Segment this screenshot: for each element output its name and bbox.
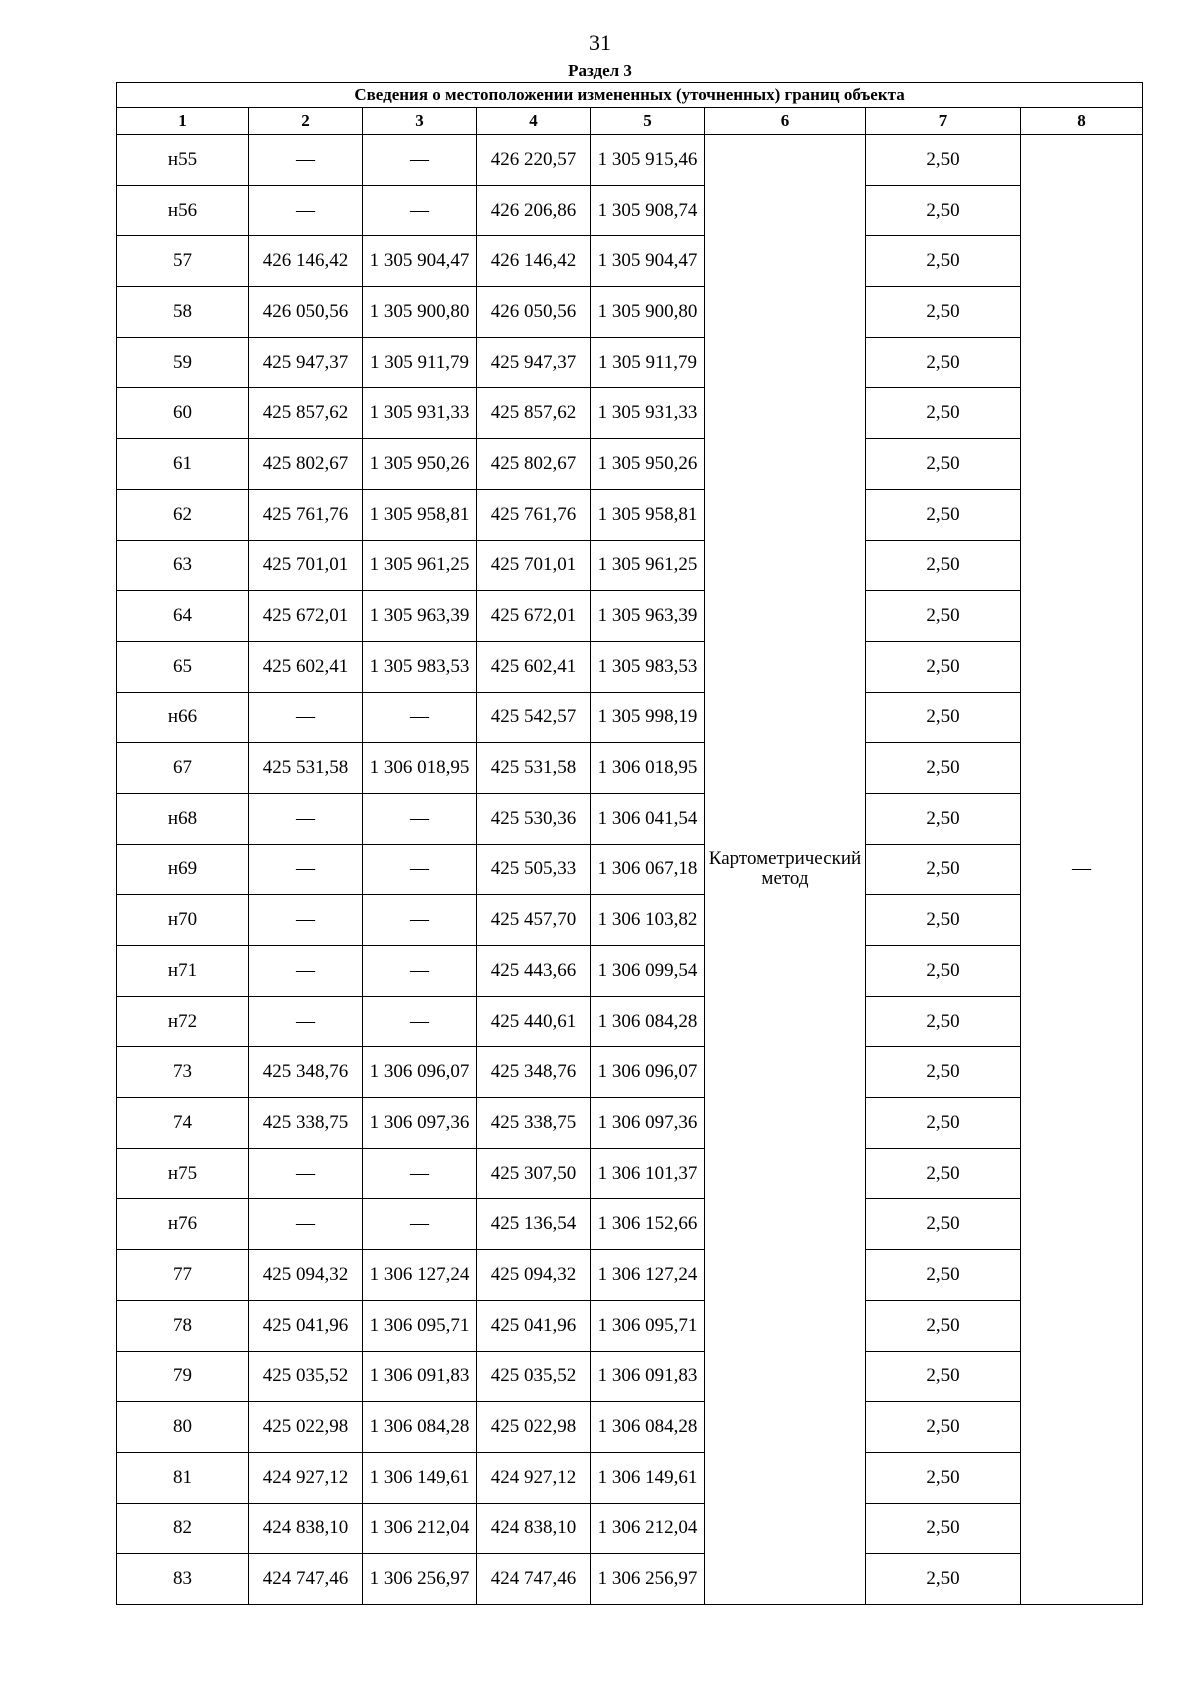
accuracy-cell: 2,50 [866,996,1021,1047]
old-y-cell: — [363,1199,477,1250]
point-number-cell: 74 [117,1098,249,1149]
column-header: 3 [363,108,477,135]
new-x-cell: 425 672,01 [477,591,591,642]
table-row [117,1199,1143,1250]
point-number-cell: н70 [117,895,249,946]
new-x-cell: 425 761,76 [477,489,591,540]
new-x-cell: 426 146,42 [477,236,591,287]
new-y-cell: 1 306 149,61 [591,1452,705,1503]
accuracy-cell: 2,50 [866,743,1021,794]
old-x-cell: 425 761,76 [249,489,363,540]
point-number-cell: 81 [117,1452,249,1503]
new-x-cell: 424 747,46 [477,1554,591,1605]
new-y-cell: 1 306 099,54 [591,946,705,997]
table-row [117,1452,1143,1503]
old-x-cell: — [249,135,363,186]
accuracy-cell: 2,50 [866,1351,1021,1402]
new-x-cell: 425 505,33 [477,844,591,895]
accuracy-cell: 2,50 [866,641,1021,692]
table-caption: Сведения о местоположении измененных (уточненных) границ объекта [117,83,1143,108]
old-y-cell: 1 306 095,71 [363,1300,477,1351]
new-y-cell: 1 306 084,28 [591,996,705,1047]
accuracy-cell: 2,50 [866,844,1021,895]
table-row [117,591,1143,642]
old-x-cell: — [249,1148,363,1199]
old-x-cell: — [249,185,363,236]
new-x-cell: 426 206,86 [477,185,591,236]
table-row [117,337,1143,388]
new-y-cell: 1 305 904,47 [591,236,705,287]
table-row [117,692,1143,743]
table-row [117,844,1143,895]
old-y-cell: 1 306 256,97 [363,1554,477,1605]
accuracy-cell: 2,50 [866,1047,1021,1098]
old-x-cell: — [249,895,363,946]
table-row [117,540,1143,591]
old-x-cell: 426 050,56 [249,287,363,338]
old-x-cell: — [249,844,363,895]
table-row [117,1047,1143,1098]
old-x-cell: 425 035,52 [249,1351,363,1402]
new-x-cell: 424 838,10 [477,1503,591,1554]
table-row [117,1300,1143,1351]
old-y-cell: — [363,946,477,997]
old-x-cell: — [249,692,363,743]
old-y-cell: — [363,135,477,186]
new-y-cell: 1 306 103,82 [591,895,705,946]
table-row [117,185,1143,236]
new-x-cell: 424 927,12 [477,1452,591,1503]
table-row [117,1503,1143,1554]
new-x-cell: 425 440,61 [477,996,591,1047]
new-x-cell: 425 022,98 [477,1402,591,1453]
table-row [117,895,1143,946]
new-y-cell: 1 306 097,36 [591,1098,705,1149]
new-y-cell: 1 305 963,39 [591,591,705,642]
table-row [117,1351,1143,1402]
table-row [117,743,1143,794]
old-x-cell: — [249,1199,363,1250]
old-y-cell: 1 306 097,36 [363,1098,477,1149]
column-header: 4 [477,108,591,135]
new-x-cell: 425 094,32 [477,1250,591,1301]
new-x-cell: 425 457,70 [477,895,591,946]
accuracy-cell: 2,50 [866,1554,1021,1605]
point-number-cell: 82 [117,1503,249,1554]
old-x-cell: — [249,793,363,844]
accuracy-cell: 2,50 [866,895,1021,946]
old-y-cell: — [363,185,477,236]
old-y-cell: — [363,895,477,946]
old-x-cell: 425 672,01 [249,591,363,642]
old-y-cell: 1 305 911,79 [363,337,477,388]
old-y-cell: 1 305 983,53 [363,641,477,692]
point-number-cell: 67 [117,743,249,794]
accuracy-cell: 2,50 [866,1199,1021,1250]
point-number-cell: н75 [117,1148,249,1199]
accuracy-cell: 2,50 [866,1402,1021,1453]
table-row [117,388,1143,439]
new-y-cell: 1 305 900,80 [591,287,705,338]
old-x-cell: 424 838,10 [249,1503,363,1554]
accuracy-cell: 2,50 [866,1250,1021,1301]
old-y-cell: — [363,692,477,743]
new-x-cell: 425 307,50 [477,1148,591,1199]
old-y-cell: 1 305 904,47 [363,236,477,287]
accuracy-cell: 2,50 [866,1148,1021,1199]
table-row [117,996,1143,1047]
point-number-cell: 63 [117,540,249,591]
accuracy-cell: 2,50 [866,1300,1021,1351]
point-number-cell: 57 [117,236,249,287]
old-x-cell: 425 857,62 [249,388,363,439]
point-number-cell: 62 [117,489,249,540]
point-number-cell: 65 [117,641,249,692]
new-x-cell: 425 602,41 [477,641,591,692]
new-y-cell: 1 306 095,71 [591,1300,705,1351]
new-x-cell: 425 348,76 [477,1047,591,1098]
new-x-cell: 425 542,57 [477,692,591,743]
table-row [117,641,1143,692]
new-x-cell: 426 220,57 [477,135,591,186]
old-x-cell: 425 701,01 [249,540,363,591]
old-y-cell: 1 305 931,33 [363,388,477,439]
point-number-cell: 61 [117,439,249,490]
accuracy-cell: 2,50 [866,439,1021,490]
new-y-cell: 1 305 915,46 [591,135,705,186]
column-header: 8 [1021,108,1143,135]
old-x-cell: 425 802,67 [249,439,363,490]
page-number: 31 [589,30,611,55]
new-y-cell: 1 305 998,19 [591,692,705,743]
point-number-cell: н68 [117,793,249,844]
old-x-cell: — [249,946,363,997]
table-row [117,236,1143,287]
table-row [117,1148,1143,1199]
table-row [117,1554,1143,1605]
old-y-cell: 1 306 096,07 [363,1047,477,1098]
accuracy-cell: 2,50 [866,591,1021,642]
old-x-cell: 425 041,96 [249,1300,363,1351]
accuracy-cell: 2,50 [866,1452,1021,1503]
new-x-cell: 425 857,62 [477,388,591,439]
accuracy-cell: 2,50 [866,793,1021,844]
new-x-cell: 426 050,56 [477,287,591,338]
column-header: 6 [705,108,866,135]
point-number-cell: н76 [117,1199,249,1250]
new-y-cell: 1 306 018,95 [591,743,705,794]
old-y-cell: 1 306 084,28 [363,1402,477,1453]
table-header-row [117,108,1143,135]
column-header: 1 [117,108,249,135]
new-y-cell: 1 306 084,28 [591,1402,705,1453]
table-row [117,489,1143,540]
old-x-cell: 425 947,37 [249,337,363,388]
column8-cell: — [1021,135,1143,1605]
accuracy-cell: 2,50 [866,1503,1021,1554]
accuracy-cell: 2,50 [866,135,1021,186]
new-y-cell: 1 306 152,66 [591,1199,705,1250]
accuracy-cell: 2,50 [866,185,1021,236]
table-row [117,1098,1143,1149]
accuracy-cell: 2,50 [866,236,1021,287]
accuracy-cell: 2,50 [866,946,1021,997]
new-y-cell: 1 305 931,33 [591,388,705,439]
old-y-cell: 1 306 091,83 [363,1351,477,1402]
table-row [117,946,1143,997]
section-title: Раздел 3 [568,61,632,80]
old-y-cell: 1 306 018,95 [363,743,477,794]
point-number-cell: н69 [117,844,249,895]
old-y-cell: 1 306 212,04 [363,1503,477,1554]
new-x-cell: 425 530,36 [477,793,591,844]
point-number-cell: 60 [117,388,249,439]
point-number-cell: н71 [117,946,249,997]
column-header: 2 [249,108,363,135]
old-x-cell: 424 927,12 [249,1452,363,1503]
accuracy-cell: 2,50 [866,489,1021,540]
old-x-cell: 426 146,42 [249,236,363,287]
new-x-cell: 425 136,54 [477,1199,591,1250]
old-y-cell: — [363,996,477,1047]
new-y-cell: 1 306 067,18 [591,844,705,895]
new-x-cell: 425 035,52 [477,1351,591,1402]
table-body [117,135,1143,1605]
new-y-cell: 1 305 958,81 [591,489,705,540]
point-number-cell: 80 [117,1402,249,1453]
old-y-cell: — [363,844,477,895]
new-y-cell: 1 306 101,37 [591,1148,705,1199]
new-y-cell: 1 305 911,79 [591,337,705,388]
point-number-cell: 73 [117,1047,249,1098]
new-y-cell: 1 306 127,24 [591,1250,705,1301]
old-y-cell: 1 305 950,26 [363,439,477,490]
method-cell: Картометрический метод [705,135,866,1605]
point-number-cell: 58 [117,287,249,338]
old-x-cell: — [249,996,363,1047]
accuracy-cell: 2,50 [866,337,1021,388]
new-y-cell: 1 306 096,07 [591,1047,705,1098]
point-number-cell: 79 [117,1351,249,1402]
point-number-cell: 77 [117,1250,249,1301]
new-y-cell: 1 306 212,04 [591,1503,705,1554]
old-x-cell: 425 338,75 [249,1098,363,1149]
table-row [117,793,1143,844]
point-number-cell: н66 [117,692,249,743]
accuracy-cell: 2,50 [866,1098,1021,1149]
point-number-cell: н56 [117,185,249,236]
table-row [117,135,1143,186]
table-row [117,1402,1143,1453]
old-x-cell: 425 348,76 [249,1047,363,1098]
point-number-cell: 59 [117,337,249,388]
old-y-cell: 1 305 961,25 [363,540,477,591]
new-y-cell: 1 305 983,53 [591,641,705,692]
new-x-cell: 425 701,01 [477,540,591,591]
new-y-cell: 1 306 091,83 [591,1351,705,1402]
table-caption-row [117,83,1143,108]
old-x-cell: 424 747,46 [249,1554,363,1605]
old-x-cell: 425 094,32 [249,1250,363,1301]
old-x-cell: 425 602,41 [249,641,363,692]
point-number-cell: н55 [117,135,249,186]
new-y-cell: 1 306 256,97 [591,1554,705,1605]
column-header: 7 [866,108,1021,135]
old-y-cell: 1 305 963,39 [363,591,477,642]
new-x-cell: 425 041,96 [477,1300,591,1351]
old-y-cell: 1 306 149,61 [363,1452,477,1503]
table-row [117,439,1143,490]
point-number-cell: 83 [117,1554,249,1605]
new-y-cell: 1 305 908,74 [591,185,705,236]
old-y-cell: 1 305 958,81 [363,489,477,540]
accuracy-cell: 2,50 [866,692,1021,743]
accuracy-cell: 2,50 [866,540,1021,591]
old-y-cell: — [363,1148,477,1199]
old-x-cell: 425 022,98 [249,1402,363,1453]
old-y-cell: — [363,793,477,844]
boundary-coordinates-table [116,82,1143,1605]
new-x-cell: 425 338,75 [477,1098,591,1149]
table-row [117,1250,1143,1301]
old-y-cell: 1 306 127,24 [363,1250,477,1301]
new-x-cell: 425 802,67 [477,439,591,490]
new-x-cell: 425 947,37 [477,337,591,388]
new-x-cell: 425 443,66 [477,946,591,997]
point-number-cell: 78 [117,1300,249,1351]
old-y-cell: 1 305 900,80 [363,287,477,338]
new-y-cell: 1 305 950,26 [591,439,705,490]
new-y-cell: 1 306 041,54 [591,793,705,844]
accuracy-cell: 2,50 [866,287,1021,338]
new-x-cell: 425 531,58 [477,743,591,794]
accuracy-cell: 2,50 [866,388,1021,439]
point-number-cell: н72 [117,996,249,1047]
point-number-cell: 64 [117,591,249,642]
old-x-cell: 425 531,58 [249,743,363,794]
new-y-cell: 1 305 961,25 [591,540,705,591]
table-row [117,287,1143,338]
column-header: 5 [591,108,705,135]
